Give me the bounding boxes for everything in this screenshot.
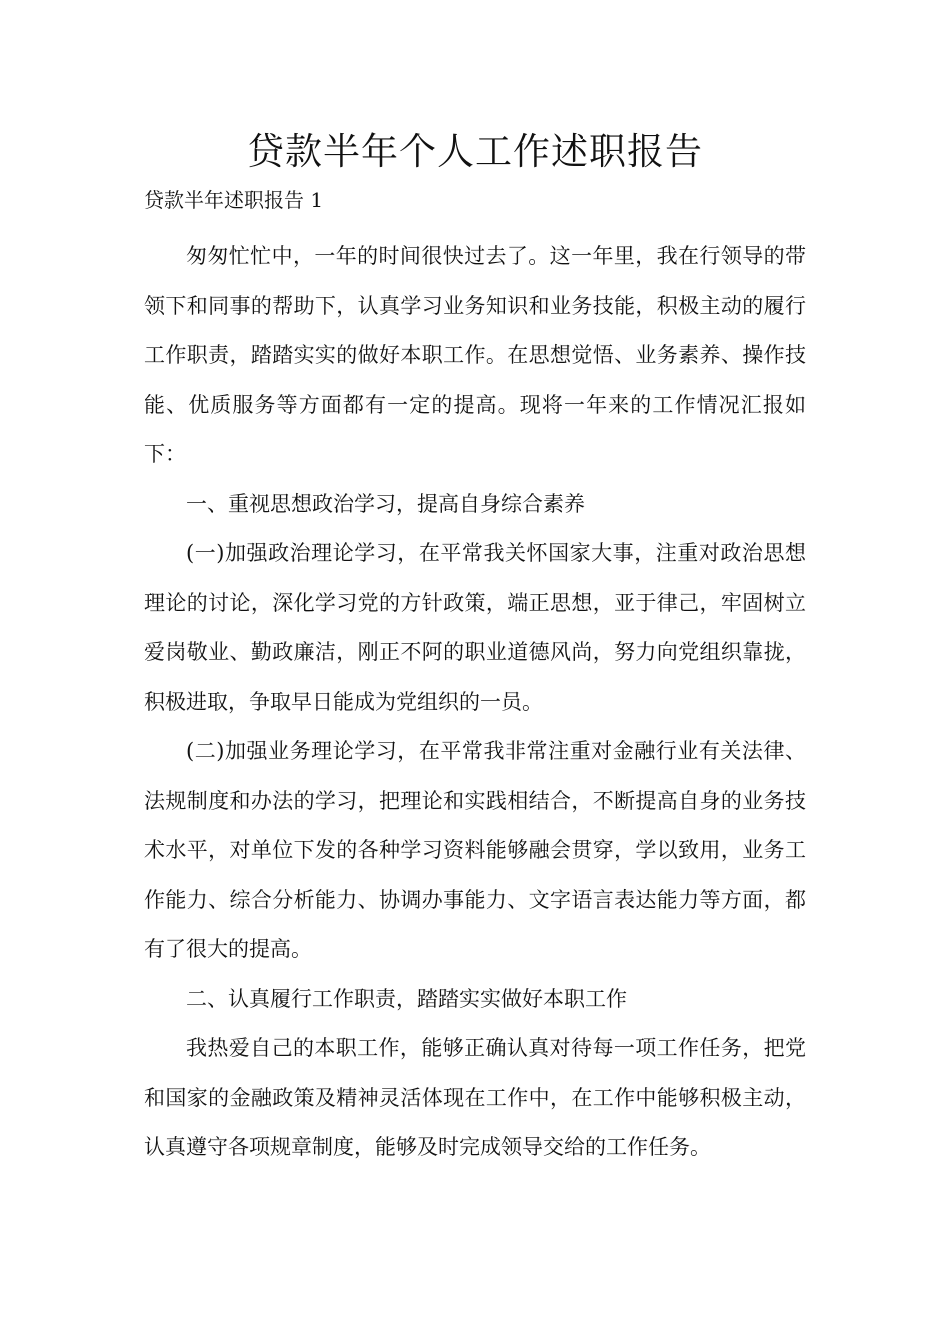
paragraph-duties: 我热爱自己的本职工作，能够正确认真对待每一项工作任务，把党和国家的金融政策及精神灵活体现在工作中，在工作中能够积极主动，认真遵守各项规章制度，能够及时完成领导交给的工作任务。 [144, 1036, 806, 1159]
document-subtitle: 贷款半年述职报告 1 [144, 188, 324, 212]
document-title: 贷款半年个人工作述职报告 [247, 130, 703, 173]
paragraph-business-study: (二)加强业务理论学习，在平常我非常注重对金融行业有关法律、法规制度和办法的学习，把理论和实践相结合，不断提高自身的业务技术水平，对单位下发的各种学习资料能够融会贯穿，学以致用，业务工作能力、综合分析能力、协调办事能力、文字语言表达能力等方面，都有了很大的提高。 [144, 739, 806, 961]
document-body [144, 232, 806, 1173]
section-heading-1: 一、重视思想政治学习，提高自身综合素养 [186, 491, 585, 516]
paragraph-intro: 匆匆忙忙中，一年的时间很快过去了。这一年里，我在行领导的带领下和同事的帮助下，认真学习业务知识和业务技能，积极主动的履行工作职责，踏踏实实的做好本职工作。在思想觉悟、业务素养、操作技能、优质服务等方面都有一定的提高。现将一年来的工作情况汇报如下： [144, 244, 806, 466]
section-heading-2: 二、认真履行工作职责，踏踏实实做好本职工作 [186, 986, 627, 1011]
paragraph-political-study: (一)加强政治理论学习，在平常我关怀国家大事，注重对政治思想理论的讨论，深化学习党的方针政策，端正思想，亚于律己，牢固树立爱岗敬业、勤政廉洁，刚正不阿的职业道德风尚，努力向党组织靠拢，积极进取，争取早日能成为党组织的一员。 [144, 541, 806, 714]
